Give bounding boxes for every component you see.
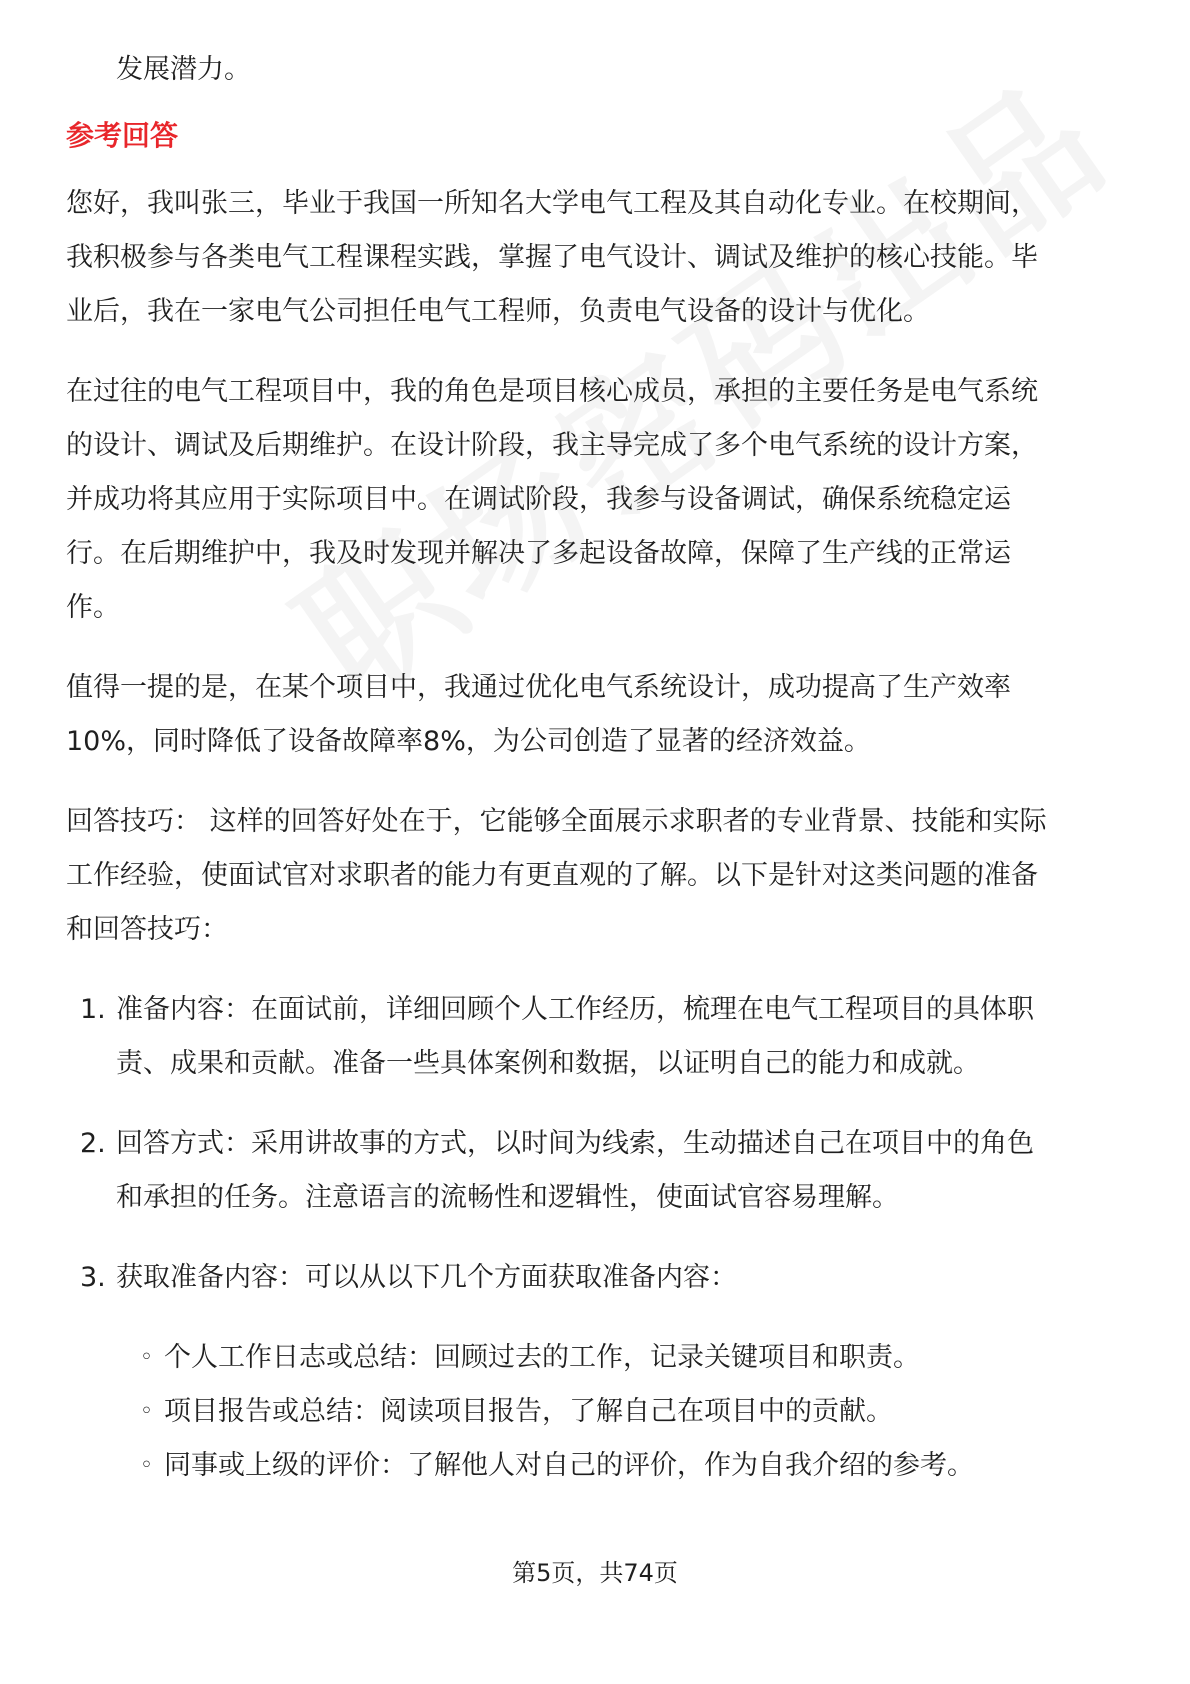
paragraph-line: 作。 — [66, 592, 120, 623]
paragraph-line: 您好，我叫张三，毕业于我国一所知名大学电气工程及其自动化专业。在校期间， — [66, 188, 1038, 219]
paragraph-line: 业后，我在一家电气公司担任电气工程师，负责电气设备的设计与优化。 — [66, 296, 930, 327]
paragraph-line: 行。在后期维护中，我及时发现并解决了多起设备故障，保障了生产线的正常运 — [66, 538, 1011, 569]
paragraph-line: 并成功将其应用于实际项目中。在调试阶段，我参与设备调试，确保系统稳定运 — [66, 484, 1011, 515]
continuation-line: 发展潜力。 — [116, 54, 251, 85]
list-item-line: 责、成果和贡献。准备一些具体案例和数据，以证明自己的能力和成就。 — [116, 1048, 980, 1079]
page-footer: 第5页，共74页 — [512, 1559, 678, 1587]
sub-list-item: 项目报告或总结：阅读项目报告，了解自己在项目中的贡献。 — [164, 1396, 893, 1427]
section-heading: 参考回答 — [66, 119, 179, 152]
sub-list-item: 同事或上级的评价：了解他人对自己的评价，作为自我介绍的参考。 — [164, 1450, 974, 1481]
bullet-icon: ◦ — [140, 1453, 153, 1478]
list-number: 2. — [80, 1128, 106, 1159]
list-item-line: 回答方式：采用讲故事的方式，以时间为线索，生动描述自己在项目中的角色 — [116, 1128, 1034, 1159]
paragraph-line: 工作经验，使面试官对求职者的能力有更直观的了解。以下是针对这类问题的准备 — [66, 860, 1038, 891]
paragraph-line: 10%，同时降低了设备故障率8%，为公司创造了显著的经济效益。 — [66, 726, 871, 757]
watermark — [250, 0, 1177, 737]
sub-list-item: 个人工作日志或总结：回顾过去的工作，记录关键项目和职责。 — [164, 1342, 920, 1373]
paragraph-line: 在过往的电气工程项目中，我的角色是项目核心成员，承担的主要任务是电气系统 — [66, 376, 1038, 407]
paragraph-line: 的设计、调试及后期维护。在设计阶段，我主导完成了多个电气系统的设计方案， — [66, 430, 1038, 461]
paragraph-line: 回答技巧： 这样的回答好处在于，它能够全面展示求职者的专业背景、技能和实际 — [66, 806, 1047, 837]
list-item-line: 和承担的任务。注意语言的流畅性和逻辑性，使面试官容易理解。 — [116, 1182, 899, 1213]
paragraph-line: 我积极参与各类电气工程课程实践，掌握了电气设计、调试及维护的核心技能。毕 — [66, 242, 1038, 273]
list-item-line: 获取准备内容：可以从以下几个方面获取准备内容： — [116, 1262, 737, 1293]
list-number: 3. — [80, 1262, 106, 1293]
bullet-icon: ◦ — [140, 1399, 153, 1424]
bullet-icon: ◦ — [140, 1345, 153, 1370]
paragraph-line: 值得一提的是，在某个项目中，我通过优化电气系统设计，成功提高了生产效率 — [66, 672, 1011, 703]
paragraph-line: 和回答技巧： — [66, 914, 228, 945]
list-item-line: 准备内容：在面试前，详细回顾个人工作经历，梳理在电气工程项目的具体职 — [116, 994, 1034, 1025]
list-number: 1. — [80, 994, 106, 1025]
